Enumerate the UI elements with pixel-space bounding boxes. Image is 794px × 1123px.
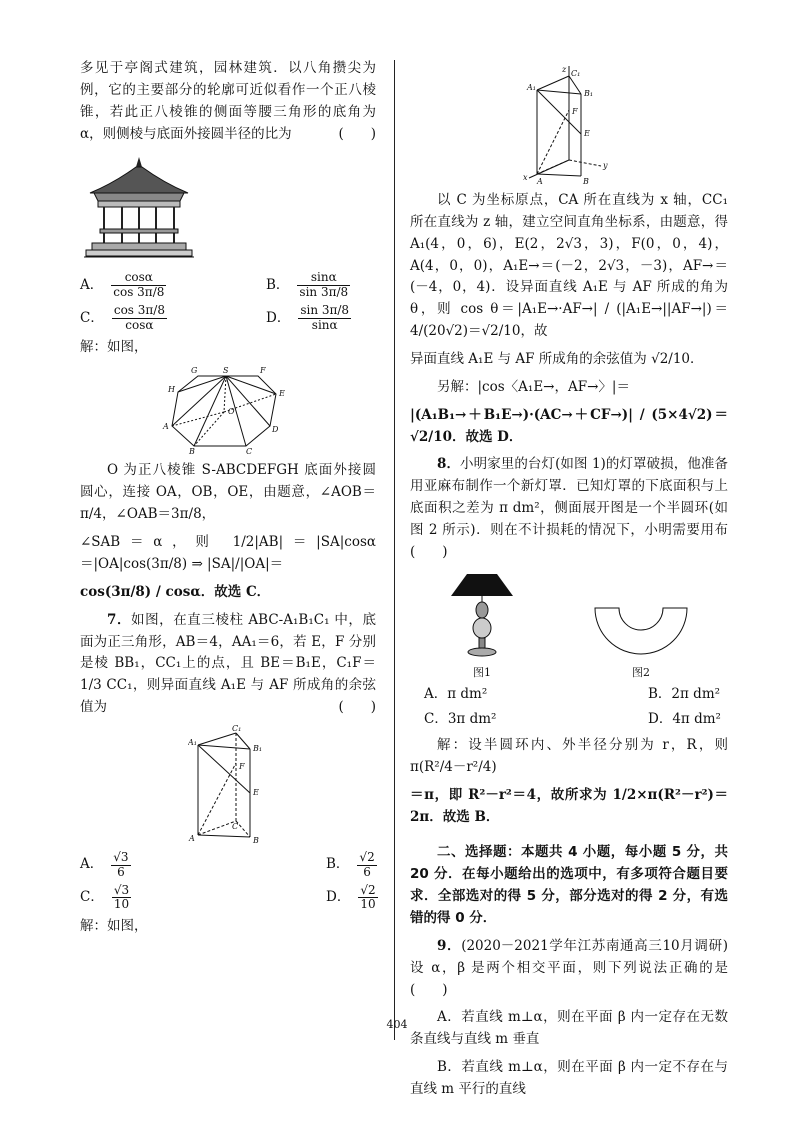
svg-text:C₁: C₁	[232, 724, 242, 733]
q6-solution-text3: cos(3π/8) / cosα．故选 C．	[80, 583, 271, 600]
lamp-image	[447, 570, 517, 660]
column-divider	[394, 60, 395, 1040]
lamp-figure	[447, 570, 517, 680]
svg-text:A₁: A₁	[188, 737, 197, 747]
label-d: D	[272, 425, 279, 435]
q6-option-d[interactable]: D． $\frac{\sin 3\pi/8}{\sin\alpha}$	[266, 303, 350, 332]
q6-option-c[interactable]: C． $\frac{\cos 3\pi/8}{\cos\alpha}$	[80, 303, 165, 332]
label-f: F	[260, 366, 266, 376]
svg-text:E: E	[253, 787, 259, 797]
q7-option-d[interactable]: D． $\frac{√2}{10}$	[326, 882, 376, 912]
q8-option-a[interactable]: A．π dm²	[424, 685, 488, 702]
semi-annulus-diagram	[591, 600, 691, 660]
answer-bracket: ( )	[338, 125, 376, 142]
q8-solution-p1: 解：设半圆环内、外半径分别为 r，R，则 π(R²/4－r²/4)	[410, 736, 728, 775]
q7-options-row1	[80, 851, 376, 880]
q7-options-row2	[80, 884, 376, 913]
q8-options-row1	[410, 684, 728, 706]
q9-option-a[interactable]: A．若直线 m⊥α，则在平面 β 内一定存在无数条直线与直线 m 垂直	[410, 1009, 728, 1048]
svg-text:B: B	[253, 835, 259, 845]
svg-text:A: A	[189, 833, 195, 843]
svg-text:A₁: A₁	[527, 83, 536, 92]
section2-title: 二、选择题：本题共 4 小题，每小题 5 分，共 20 分．在每小题给出的选项中，有多项符合题目要求．全部选对的得 5 分，部分选对的得 2 分，有选错的得 0 分．	[410, 844, 728, 926]
label-g: G	[191, 366, 198, 376]
q7-stem: 7．如图，在直三棱柱 ABC-A₁B₁C₁ 中，底面为正三角形，AB＝4，AA₁＝6，若 E，F 分别是棱 BB₁，CC₁上的点，且 BE＝B₁E，C₁F＝1/3 CC₁，则异面直线 A₁E 与 AF 所成角的余弦值为 ( )	[80, 610, 376, 719]
fig1-caption: 图1	[473, 665, 491, 679]
label-e: E	[279, 389, 285, 399]
label-b: B	[189, 447, 195, 455]
svg-text:F: F	[572, 107, 578, 116]
pavilion-image	[84, 153, 194, 263]
svg-text:z: z	[562, 65, 567, 74]
prism-diagram	[188, 725, 268, 845]
q6-solution-text2: ∠SAB＝α，则 1/2|AB|＝|SA|cosα＝|OA|cos(3π/8) ⇒ |SA|/|OA|＝	[80, 534, 376, 572]
svg-text:B₁: B₁	[253, 743, 263, 753]
svg-text:x: x	[523, 173, 528, 182]
label-a: A	[163, 422, 169, 432]
q7-solution-p1: 以 C 为坐标原点，CA 所在直线为 x 轴，CC₁ 所在直线为 z 轴，建立空间直角坐标系，由题意，得 A₁(4，0，6)，E(2，2√3，3)，F(0，0，4)，A(4，0，0)，A₁E→＝(－2，2√3，－3)，AF→＝(－4，0，4)．设异面直线 A₁E 与 AF 所成的角为 θ，则 cos θ＝|A₁E→·AF→| / (|A₁E→||AF→|)＝4/(20√2)＝√2/10，故	[410, 192, 728, 340]
q6-options-row1	[80, 271, 376, 300]
q8-stem: 8．小明家里的台灯(如图 1)的灯罩破损，他准备用亚麻布制作一个新灯罩．已知灯罩的下底面积与上底面积之差为 π dm²，侧面展开图是一个半圆环(如图 2 所示)．则在不计损耗的情况下，小明需要用布( )	[410, 456, 728, 560]
q7-option-c[interactable]: C． $\frac{√3}{10}$	[80, 882, 130, 912]
label-c: C	[246, 447, 253, 455]
svg-text:C₁: C₁	[571, 69, 581, 78]
answer-bracket: ( )	[338, 699, 376, 716]
svg-text:A: A	[537, 177, 543, 184]
left-column	[80, 58, 376, 944]
q9-option-b[interactable]: B．若直线 m⊥α，则在平面 β 内一定不存在与直线 m 平行的直线	[410, 1059, 728, 1097]
fig2-caption: 图2	[632, 665, 650, 679]
q6-solution-text1: O 为正八棱锥 S-ABCDEFGH 底面外接圆圆心，连接 OA，OB，OE，由题意，∠AOB＝π/4，∠OAB＝3π/8，	[80, 462, 376, 523]
q8-option-c[interactable]: C．3π dm²	[424, 711, 497, 728]
octagonal-pyramid-diagram	[158, 364, 298, 454]
q8-solution-p2: ＝π，即 R²－r²＝4，故所求为 1/2×π(R²－r²)＝2π．故选 B．	[410, 786, 728, 825]
q8-option-d[interactable]: D．4π dm²	[648, 711, 721, 728]
right-column	[410, 58, 755, 1107]
q8-figures	[410, 570, 728, 680]
q7-option-a[interactable]: A． $\frac{√3}{6}$	[80, 849, 129, 879]
svg-text:F: F	[239, 761, 245, 771]
q6-option-a[interactable]: A． $\frac{\cos\alpha}{\cos 3\pi/8}$	[80, 270, 165, 300]
q7-solution-p3: 另解：|cos〈A₁E→，AF→〉|＝	[437, 378, 630, 395]
prism-coordinate-diagram	[519, 64, 619, 184]
q6-solution-intro: 解：如图，	[80, 338, 148, 355]
label-s: S	[223, 366, 229, 376]
svg-text:B: B	[583, 177, 589, 184]
page-number: 404	[386, 1018, 408, 1031]
svg-text:B₁: B₁	[584, 89, 594, 98]
q6-option-b[interactable]: B． $\frac{\sin\alpha}{\sin 3\pi/8}$	[266, 270, 349, 300]
q8-option-b[interactable]: B．2π dm²	[648, 685, 721, 702]
q6-stem: 多见于亭阁式建筑，园林建筑．以八角攒尖为例，它的主要部分的轮廓可近似看作一个正八棱锥，若此正八棱锥的侧面等腰三角形的底角为 α，则侧棱与底面外接圆半径的比为 ( )	[80, 58, 376, 145]
q8-options-row2	[410, 709, 728, 731]
label-o: O	[228, 407, 235, 417]
svg-text:E: E	[584, 129, 590, 138]
q7-option-b[interactable]: B． $\frac{√2}{6}$	[326, 849, 375, 879]
q7-solution-p2: 异面直线 A₁E 与 AF 所成角的余弦值为 √2/10．	[410, 351, 704, 368]
q7-solution-intro: 解：如图，	[80, 918, 148, 935]
label-h: H	[168, 385, 175, 395]
q9-stem: 9．(2020－2021学年江苏南通高三10月调研)设 α，β 是两个相交平面，则下列说法正确的是 ( )	[410, 937, 755, 998]
q7-solution-p4: |(A₁B₁→＋B₁E→)·(AC→＋CF→)| / (5×4√2)＝√2/10．故选 D．	[410, 406, 728, 445]
svg-text:C: C	[232, 821, 239, 831]
semi-annulus-figure	[591, 600, 691, 680]
svg-text:y: y	[603, 161, 608, 170]
q6-options-row2	[80, 304, 376, 333]
